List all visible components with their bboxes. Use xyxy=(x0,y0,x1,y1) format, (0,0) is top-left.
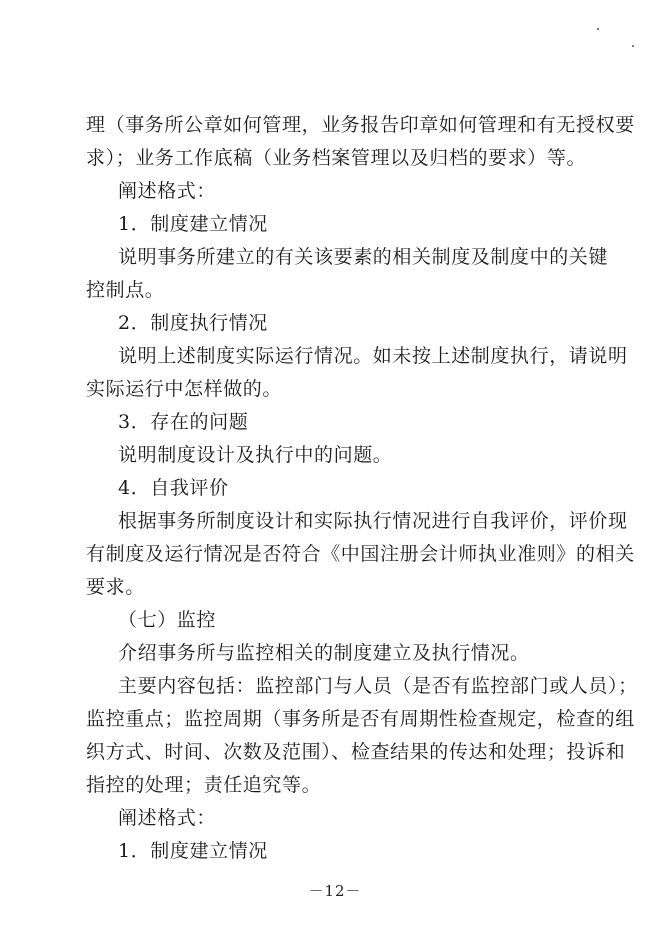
body-text-line: 说明上述制度实际运行情况。如未按上述制度执行，请说明 xyxy=(118,345,628,367)
page-number: －12－ xyxy=(308,882,362,900)
body-text-line: 介绍事务所与监控相关的制度建立及执行情况。 xyxy=(118,642,530,664)
item-heading: 4．自我评价 xyxy=(118,477,229,499)
section-heading: 阐述格式： xyxy=(118,180,217,202)
body-text-line: 理（事务所公章如何管理，业务报告印章如何管理和有无授权要 xyxy=(86,114,635,136)
body-text-line: 监控重点；监控周期（事务所是否有周期性检查规定，检查的组 xyxy=(86,708,635,730)
item-heading: 2．制度执行情况 xyxy=(118,312,268,334)
body-text-line: 根据事务所制度设计和实际执行情况进行自我评价，评价现 xyxy=(118,510,628,532)
body-text-line: 求）；业务工作底稿（业务档案管理以及归档的要求）等。 xyxy=(86,147,587,169)
body-text-line: 织方式、时间、次数及范围）、检查结果的传达和处理；投诉和 xyxy=(86,741,626,763)
section-heading: （七）监控 xyxy=(118,609,217,631)
body-text-line: 实际运行中怎样做的。 xyxy=(86,378,283,400)
section-heading: 阐述格式： xyxy=(118,807,217,829)
body-text-line: 有制度及运行情况是否符合《中国注册会计师执业准则》的相关 xyxy=(86,543,635,565)
body-text-line: 主要内容包括：监控部门与人员（是否有监控部门或人员）； xyxy=(118,675,638,697)
item-heading: 1．制度建立情况 xyxy=(118,213,268,235)
scan-speck xyxy=(632,45,634,47)
body-text-line: 指控的处理；责任追究等。 xyxy=(86,774,322,796)
body-text-line: 说明制度设计及执行中的问题。 xyxy=(118,444,393,466)
item-heading: 3．存在的问题 xyxy=(118,411,249,433)
body-text-line: 要求。 xyxy=(86,576,145,598)
scan-speck xyxy=(597,28,599,30)
body-text-line: 说明事务所建立的有关该要素的相关制度及制度中的关键 xyxy=(118,246,609,268)
item-heading: 1．制度建立情况 xyxy=(118,840,268,862)
body-text-line: 控制点。 xyxy=(86,279,165,301)
